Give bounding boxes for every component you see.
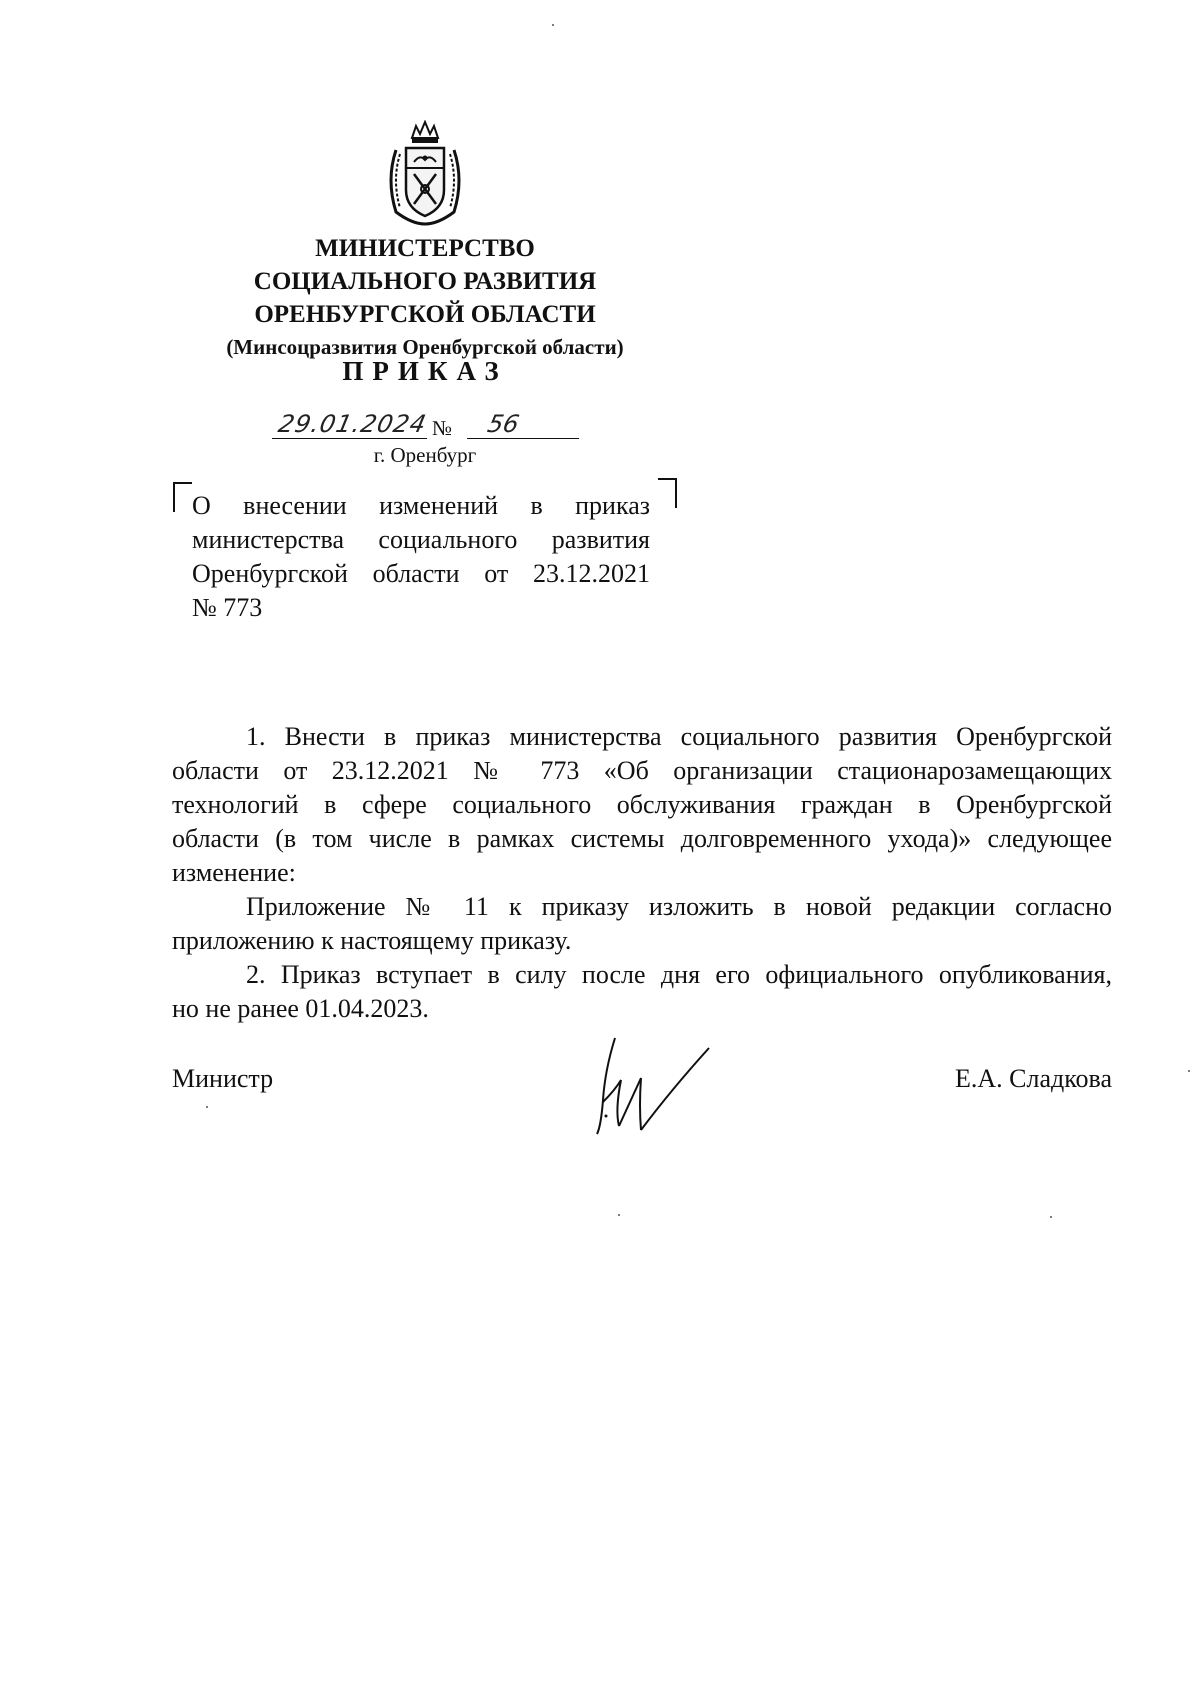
body-line: Приложение № 11 к приказу изложить в новой редакции согласно [246,892,1112,921]
body-line: области (в том числе в рамках системы долговременного ухода)» следующее [172,824,1112,853]
order-title: ПРИКАЗ [342,356,508,386]
subject-line: № 773 [192,593,263,622]
handwritten-signature-icon [575,1030,725,1140]
scan-speck [206,1106,208,1108]
subject-line: министерства социального развития [192,525,650,554]
subject-bracket-right [658,478,677,508]
handwritten-date: 29.01.2024 [272,410,433,439]
body-line: 1. Внести в приказ министерства социального развития Оренбургской [246,722,1112,751]
subject-block [192,489,650,625]
scan-speck [1188,1070,1190,1072]
ministry-name-line2: СОЦИАЛЬНОГО РАЗВИТИЯ [253,268,597,295]
coat-of-arms-icon [382,120,468,226]
body-line: 2. Приказ вступает в силу после дня его официального опубликования, [246,960,1112,989]
signatory-title: Министр [172,1064,274,1093]
body-line: области от 23.12.2021 № 773 «Об организации стационарозамещающих [172,756,1112,785]
paragraph-1-cont [172,754,1112,890]
subject-line: О внесении изменений в приказ [192,491,650,520]
body-line: но не ранее 01.04.2023. [172,994,429,1023]
paragraph-3 [172,958,1112,992]
number-sign: № [432,416,453,440]
paragraph-1 [172,720,1112,754]
body-line: изменение: [172,858,296,887]
ministry-name-line3: ОРЕНБУРГСКОЙ ОБЛАСТИ [254,301,596,328]
ministry-name-block [170,232,680,363]
subject-line: Оренбургской области от 23.12.2021 [192,559,650,588]
body-line: приложению к настоящему приказу. [172,926,572,955]
ministry-name-line1: МИНИСТЕРСТВО [315,235,535,262]
order-body [172,720,1112,1026]
scan-speck [552,24,554,26]
scan-speck [618,1214,620,1216]
body-line: технологий в сфере социального обслуживания граждан в Оренбургской [172,790,1112,819]
paragraph-2-cont [172,924,1112,958]
city-label: г. Оренбург [373,443,477,467]
handwritten-number: 56 [467,410,585,439]
subject-bracket-left [173,482,192,512]
ministry-short-name: (Минсоцразвития Оренбургской области) [226,335,624,359]
scan-speck [1050,1216,1052,1218]
signatory-name: Е.А. Сладкова [954,1064,1112,1093]
paragraph-3-cont [172,992,1112,1026]
paragraph-2 [172,890,1112,924]
